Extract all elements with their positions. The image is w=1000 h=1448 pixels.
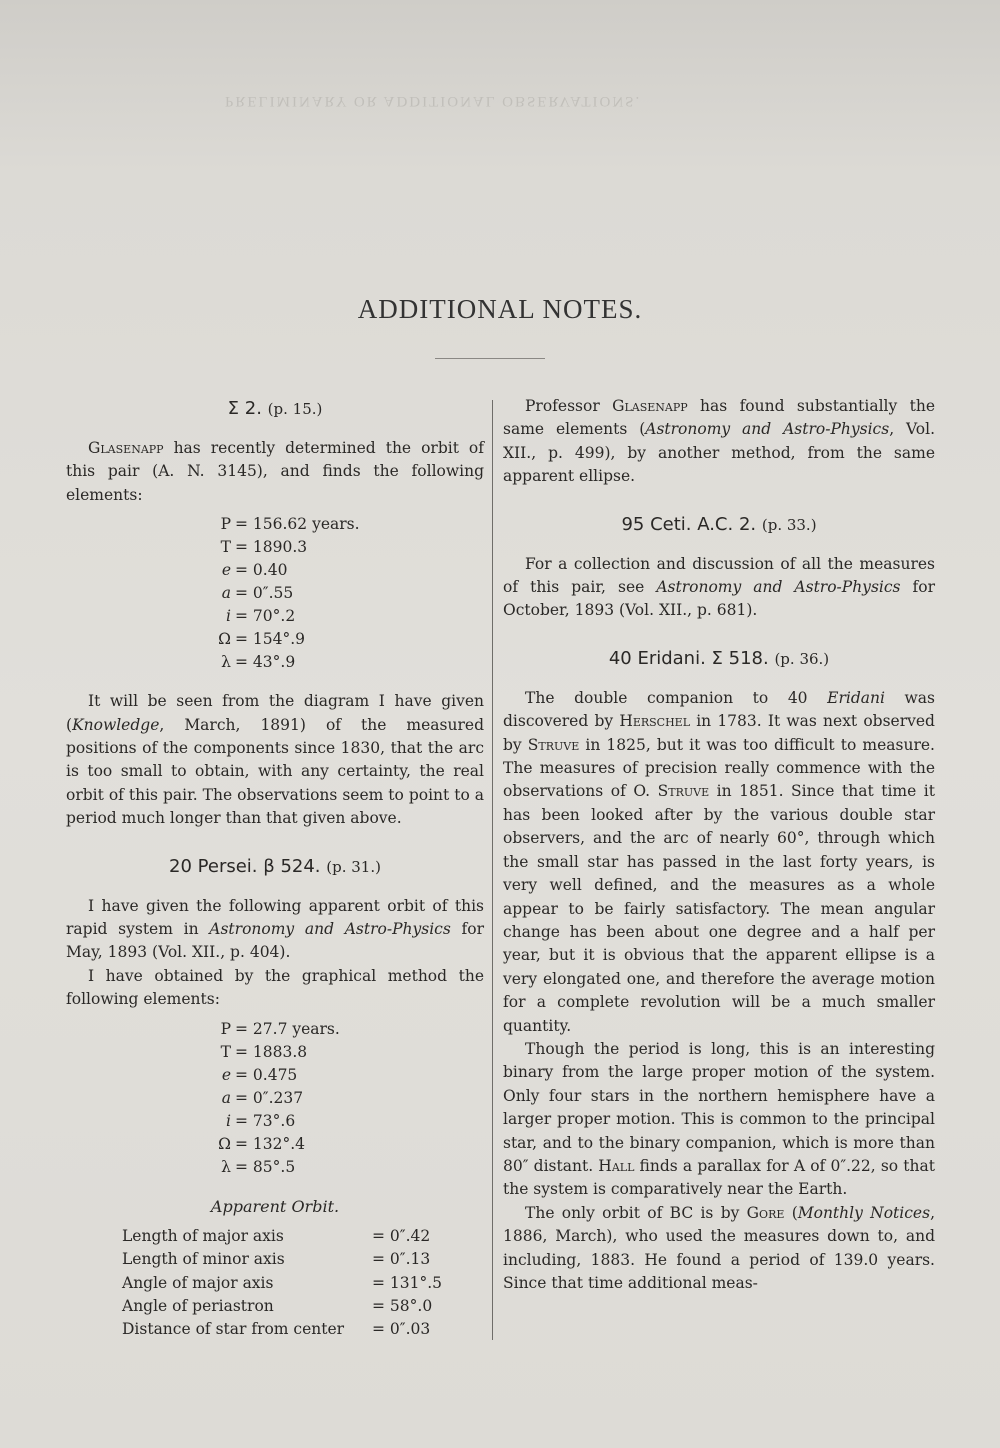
paragraph	[503, 553, 935, 623]
element-label: i	[226, 1111, 231, 1130]
element-value: = 156.62 years.	[235, 515, 360, 534]
paragraph	[66, 437, 484, 507]
star-name: Eridani	[827, 688, 885, 707]
orbital-elements	[66, 513, 484, 674]
element-value: = 27.7 years.	[235, 1019, 340, 1038]
citation-title: Astronomy and Astro-Physics	[645, 420, 890, 439]
orbit-label: Length of minor axis	[122, 1250, 285, 1269]
element-label: Ω	[218, 630, 231, 649]
author-name: Struve	[657, 782, 710, 801]
element-value: = 70°.2	[235, 607, 296, 626]
page-reference: (p. 33.)	[761, 515, 817, 534]
citation-title: Astronomy and Astro-Physics	[209, 920, 451, 939]
paragraph-text: in 1851. Since that time it has been looked after by the various double star observers, and the arc of nearly 60°, through which the small star has passed in the last forty years, is very well defined, and the measures as a whole appear to be fairly satisfactory. The mean angular change has been about one degree and a half per year, but it is obvious that the apparent ellipse is a very elongated one, and therefore the average motion for a complete revolution will be a much smaller quantity.	[503, 782, 935, 1035]
section-heading	[66, 853, 484, 881]
paragraph-text: For a collection and discussion of all the measures of this pair, see	[503, 554, 935, 597]
subheading: Apparent Orbit.	[210, 1196, 340, 1216]
element-row	[66, 1110, 484, 1133]
element-row	[66, 1041, 484, 1064]
element-row	[66, 582, 484, 605]
author-name: Glasenapp	[612, 397, 688, 415]
column-divider	[492, 400, 493, 1340]
element-value: = 154°.9	[235, 630, 306, 649]
element-label: λ	[221, 1157, 231, 1176]
right-column	[503, 395, 935, 1295]
paragraph-text: has found substantially the same elements (	[503, 397, 935, 439]
element-row	[66, 628, 484, 651]
element-row	[66, 1018, 484, 1041]
element-label: i	[226, 607, 231, 626]
element-value: = 0.475	[235, 1065, 298, 1084]
page-reference: (p. 15.)	[267, 400, 323, 418]
element-row	[66, 536, 484, 559]
paragraph-text: The double companion to 40	[525, 688, 828, 707]
element-value: = 73°.6	[235, 1111, 296, 1130]
element-label: P	[220, 515, 231, 534]
author-name: Glasenapp	[88, 439, 164, 457]
paragraph	[66, 690, 484, 830]
element-row	[66, 1133, 484, 1156]
citation-title: Monthly Notices	[797, 1203, 931, 1222]
star-designation: 20 Persei. β 524.	[169, 855, 321, 877]
element-label: P	[220, 1019, 231, 1038]
element-row	[66, 605, 484, 628]
orbit-label: Distance of star from center	[122, 1320, 345, 1339]
orbit-value: = 0″.03	[372, 1320, 431, 1339]
element-value: = 0″.55	[235, 584, 294, 603]
paragraph-text: finds a parallax for A of 0″.22, so that the system is comparatively near the Earth.	[503, 1156, 935, 1199]
paragraph-text: in 1783. It was next observed by	[503, 712, 935, 754]
page-reference: (p. 31.)	[326, 857, 381, 876]
element-label: e	[221, 1065, 231, 1084]
citation-title: Knowledge	[72, 715, 160, 734]
element-label: T	[220, 1042, 231, 1061]
orbit-row	[122, 1272, 484, 1295]
orbit-value: = 58°.0	[372, 1296, 433, 1315]
author-name: Struve	[527, 735, 580, 754]
orbit-value: = 0″.42	[372, 1226, 431, 1245]
paragraph-text: , Vol. XII., p. 499), by another method, from the same apparent ellipse.	[503, 420, 936, 486]
author-name: Herschel	[619, 712, 691, 731]
element-value: = 0″.237	[235, 1088, 304, 1107]
orbit-row	[122, 1225, 484, 1248]
orbit-label: Angle of periastron	[122, 1296, 274, 1315]
orbit-value: = 131°.5	[372, 1273, 443, 1292]
paragraph	[503, 1202, 935, 1296]
paragraph-text: for October, 1893 (Vol. XII., p. 681).	[503, 578, 935, 620]
paragraph-text: , March, 1891) of the measured positions of the components since 1830, that the arc is too small to obtain, with any certainty, the real orbit of this pair. The observations seem to point to a period much longer than that given above.	[66, 715, 484, 828]
star-designation: 40 Eridani. Σ 518.	[608, 647, 769, 669]
bleed-through-text: PRELIMINARY OR ADDITIONAL OBSERVATIONS.	[225, 93, 642, 109]
apparent-orbit-table	[122, 1225, 484, 1342]
paragraph	[503, 1038, 935, 1202]
element-label: a	[221, 584, 231, 603]
paragraph-text: , 1886, March), who used the measures down to, and including, 1883. He found a period of 139.0 years. Since that time additional meas-	[503, 1203, 935, 1292]
element-label: a	[221, 1088, 231, 1107]
paragraph-text: The only orbit of BC is by	[525, 1203, 747, 1222]
orbital-elements	[66, 1018, 484, 1179]
paragraph-text: for May, 1893 (Vol. XII., p. 404).	[66, 920, 484, 962]
paragraph-text: in 1825, but it was too difficult to measure. The measures of precision really commence with the observations of O.	[503, 735, 935, 801]
citation-title: Astronomy and Astro-Physics	[656, 578, 901, 597]
element-row	[66, 1087, 484, 1110]
element-value: = 43°.9	[235, 653, 296, 672]
element-row	[66, 1156, 484, 1179]
paragraph	[503, 395, 935, 489]
orbit-label: Angle of major axis	[122, 1273, 274, 1292]
page-reference: (p. 36.)	[774, 649, 830, 668]
element-label: e	[221, 561, 231, 580]
element-value: = 1890.3	[235, 538, 308, 557]
star-designation: 95 Ceti. A.C. 2.	[621, 513, 757, 535]
paragraph	[503, 687, 935, 1038]
section-heading	[503, 511, 935, 539]
element-row	[66, 651, 484, 674]
element-value: = 1883.8	[235, 1042, 308, 1061]
orbit-row	[122, 1248, 484, 1271]
element-value: = 0.40	[235, 561, 288, 580]
paragraph-text: Though the period is long, this is an interesting binary from the large proper motion of the system. Only four stars in the northern hemisphere have a larger proper motion. This is common to the principal star, and to the binary companion, which is more than 80″ distant.	[503, 1039, 935, 1175]
orbit-value: = 0″.13	[372, 1250, 431, 1269]
paragraph: I have obtained by the graphical method the following elements:	[66, 966, 484, 1009]
orbit-row	[122, 1295, 484, 1318]
page-title: ADDITIONAL NOTES.	[357, 294, 643, 324]
element-label: Ω	[218, 1134, 231, 1153]
paragraph	[66, 895, 484, 965]
element-label: T	[220, 538, 231, 557]
paragraph-text: (	[784, 1203, 798, 1222]
paragraph-text: has recently determined the orbit of this pair (A. N. 3145), and finds the following elements:	[66, 439, 484, 504]
element-row	[66, 513, 484, 536]
paragraph-text: Professor	[525, 397, 613, 415]
author-name: Hall	[598, 1156, 635, 1175]
section-heading	[66, 395, 484, 423]
author-name: Gore	[746, 1203, 785, 1222]
left-column	[66, 395, 484, 1342]
paragraph-text: I have given the following apparent orbit of this rapid system in	[66, 896, 484, 939]
orbit-label: Length of major axis	[122, 1226, 284, 1245]
element-value: = 85°.5	[235, 1157, 296, 1176]
element-value: = 132°.4	[235, 1134, 306, 1153]
section-heading	[503, 645, 935, 673]
element-row	[66, 559, 484, 582]
star-designation: Σ 2.	[227, 398, 262, 419]
paragraph-text: was discovered by	[503, 688, 935, 731]
element-row	[66, 1064, 484, 1087]
title-rule	[435, 358, 545, 359]
paragraph-text: It will be seen from the diagram I have given (	[66, 692, 484, 734]
element-label: λ	[221, 653, 231, 672]
orbit-row	[122, 1318, 484, 1341]
